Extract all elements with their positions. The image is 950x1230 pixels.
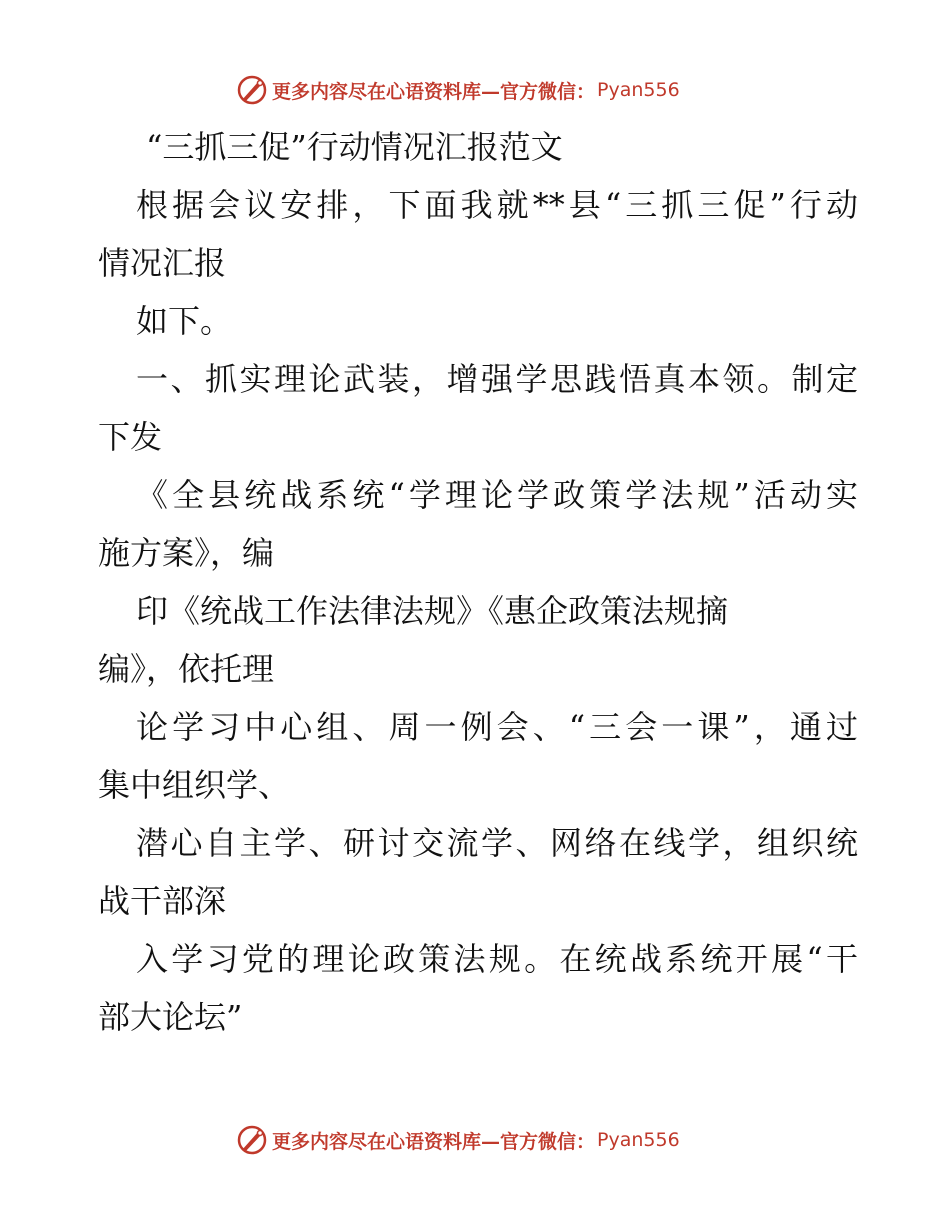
paragraph-line: 施方案》，编 bbox=[98, 534, 275, 572]
paragraph-line: 潜心自主学、研讨交流学、网络在线学，组织统 bbox=[136, 824, 858, 862]
paragraph-line: 印《统战工作法律法规》《惠企政策法规摘 bbox=[136, 592, 729, 630]
banner-contact: Pyan556 bbox=[597, 79, 680, 101]
paragraph-line: 战干部深 bbox=[98, 882, 227, 920]
paragraph-line: 入学习党的理论政策法规。在统战系统开展“干 bbox=[136, 940, 858, 978]
document-title: “三抓三促”行动情况汇报范文 bbox=[146, 128, 563, 166]
paragraph-line: 一、抓实理论武装，增强学思践悟真本领。制定 bbox=[136, 360, 858, 398]
paragraph-line: 下发 bbox=[98, 418, 163, 456]
pen-logo-icon bbox=[236, 1124, 268, 1156]
banner-text: 更多内容尽在心语资料库—官方微信： bbox=[272, 1130, 596, 1153]
paragraph-line: 情况汇报 bbox=[98, 244, 227, 282]
paragraph-line: 根据会议安排，下面我就**县“三抓三促”行动 bbox=[136, 186, 858, 224]
paragraph-line: 编》，依托理 bbox=[98, 650, 275, 688]
document-body bbox=[98, 118, 858, 1046]
paragraph-line: 《全县统战系统“学理论学政策学法规”活动实 bbox=[136, 476, 858, 514]
paragraph-line: 论学习中心组、周一例会、“三会一课”，通过 bbox=[136, 708, 858, 746]
header-banner bbox=[236, 73, 680, 107]
paragraph-line: 集中组织学、 bbox=[98, 766, 291, 804]
paragraph-line: 如下。 bbox=[136, 302, 233, 340]
footer-banner bbox=[236, 1123, 680, 1157]
pen-logo-icon bbox=[236, 74, 268, 106]
paragraph-line: 部大论坛” bbox=[98, 998, 243, 1036]
banner-text: 更多内容尽在心语资料库—官方微信： bbox=[272, 80, 596, 103]
banner-contact: Pyan556 bbox=[597, 1129, 680, 1151]
